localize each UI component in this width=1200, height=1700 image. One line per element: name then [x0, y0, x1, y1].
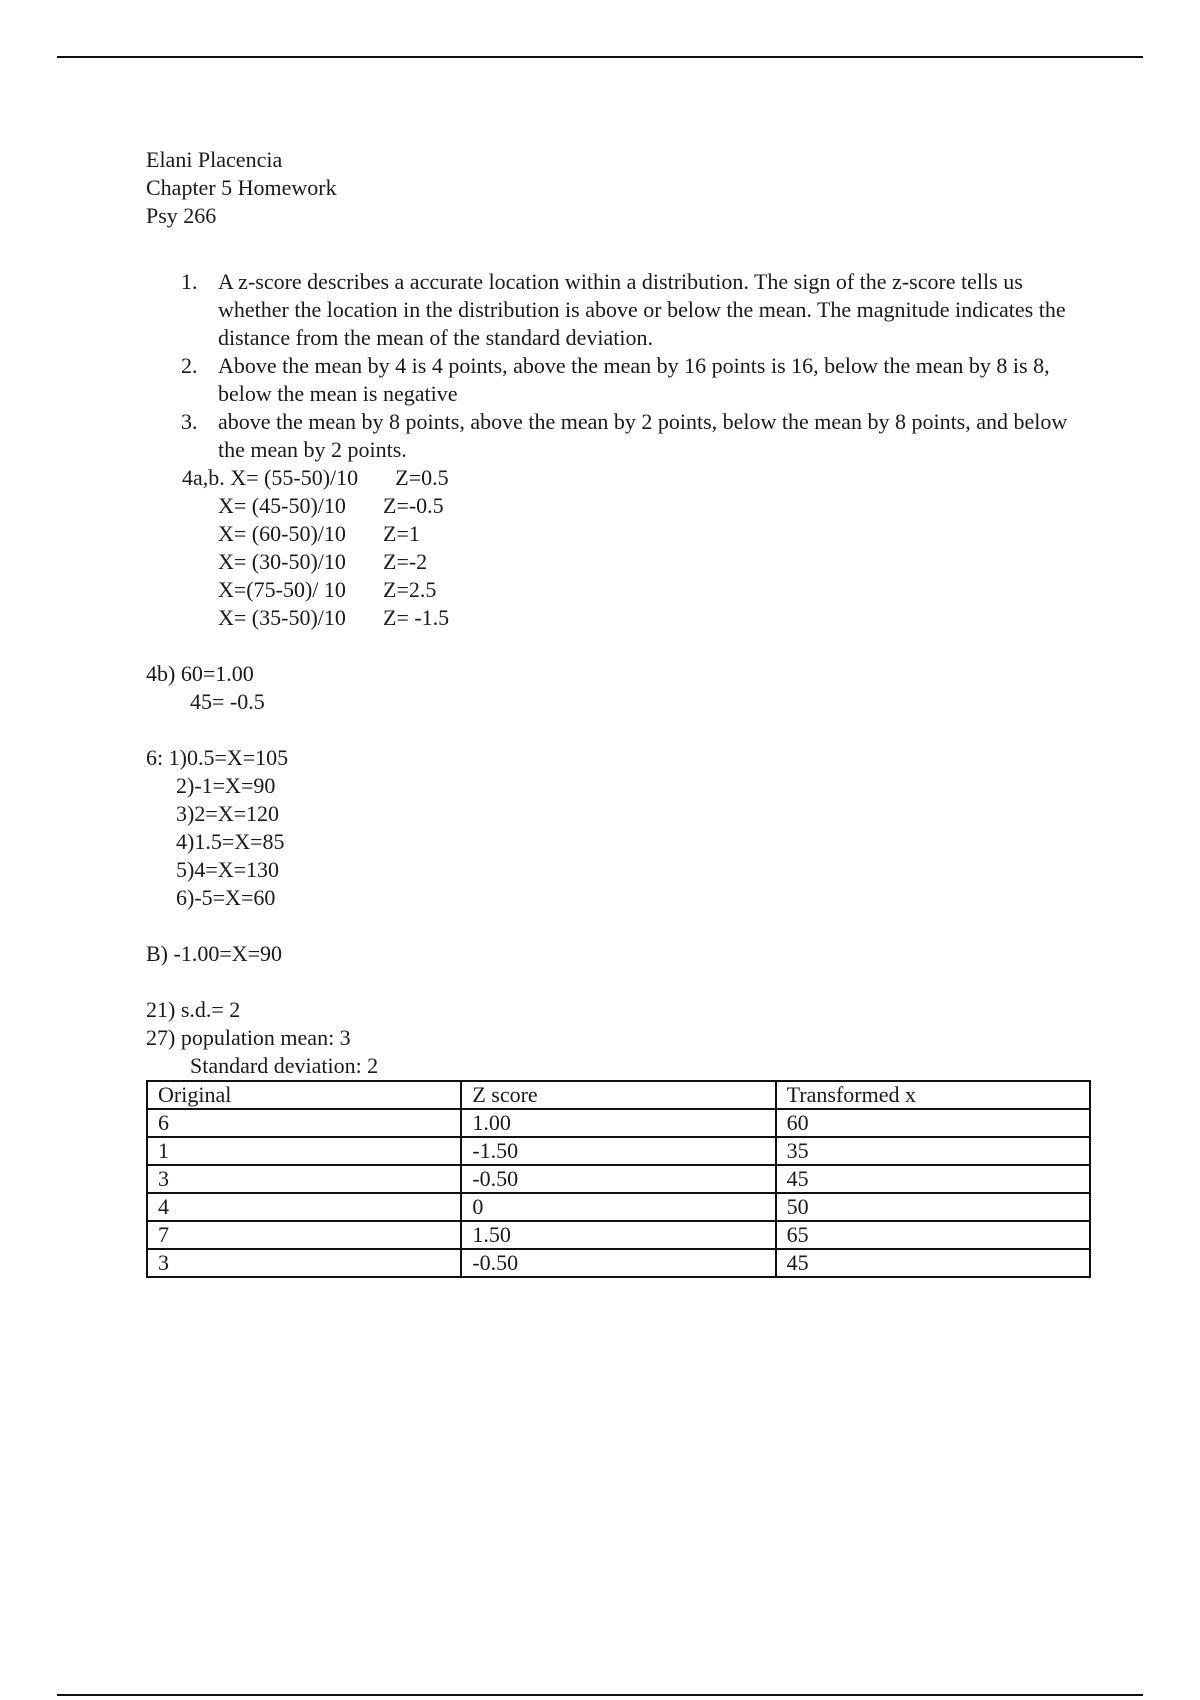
q6-item-5: 5)4=X=130: [176, 857, 280, 882]
q4ab-z-3: Z=1: [383, 521, 420, 546]
cell-transformed-x: 45: [776, 1165, 1090, 1193]
table-row: [147, 1165, 1090, 1193]
q6-item-3: 3)2=X=120: [176, 801, 280, 826]
course-code: Psy 266: [146, 203, 217, 228]
header-z-score: Z score: [461, 1081, 775, 1109]
q6-item-6: 6)-5=X=60: [176, 885, 276, 910]
question-6: [146, 744, 1091, 912]
q4ab-x-1: X= (55-50)/10: [230, 465, 359, 490]
table-row: [147, 1109, 1090, 1137]
q4b-line-1: 4b) 60=1.00: [146, 661, 254, 686]
q6-item-2: 2)-1=X=90: [176, 773, 276, 798]
q4b-line-2: 45= -0.5: [190, 689, 265, 714]
q4ab-x-2: X= (45-50)/10: [218, 493, 346, 518]
answer-3: above the mean by 8 points, above the mean by 2 points, below the mean by 8 points, and below the mean by 2 points.: [218, 409, 1068, 462]
q4ab-x-5: X=(75-50)/ 10: [218, 577, 346, 602]
cell-z-score: 0: [461, 1193, 775, 1221]
q4ab-x-4: X= (30-50)/10: [218, 549, 346, 574]
cell-z-score: 1.00: [461, 1109, 775, 1137]
cell-original: 3: [147, 1165, 461, 1193]
question-4ab: [146, 464, 1091, 632]
student-name: Elani Placencia: [146, 147, 283, 172]
q4ab-x-6: X= (35-50)/10: [218, 605, 346, 630]
table-row: [147, 1137, 1090, 1165]
cell-transformed-x: 35: [776, 1137, 1090, 1165]
top-rule: [57, 56, 1143, 58]
q4ab-x-3: X= (60-50)/10: [218, 521, 346, 546]
table-row: [147, 1193, 1090, 1221]
cell-transformed-x: 65: [776, 1221, 1090, 1249]
score-table: [146, 1080, 1091, 1278]
question-b: B) -1.00=X=90: [146, 941, 283, 966]
numbered-answers: [146, 268, 1091, 464]
cell-transformed-x: 60: [776, 1109, 1090, 1137]
question-27-mean: 27) population mean: 3: [146, 1025, 351, 1050]
q4ab-z-1: Z=0.5: [395, 465, 449, 490]
q4ab-label: 4a,b.: [182, 465, 225, 490]
table-header-row: [147, 1081, 1090, 1109]
q6-line-1: 6: 1)0.5=X=105: [146, 745, 289, 770]
q4ab-z-4: Z=-2: [383, 549, 428, 574]
answer-2: Above the mean by 4 is 4 points, above the mean by 16 points is 16, below the mean by 8 is 8, below the mean is negative: [218, 353, 1050, 406]
q4ab-z-5: Z=2.5: [383, 577, 437, 602]
assignment-title: Chapter 5 Homework: [146, 175, 337, 200]
cell-original: 4: [147, 1193, 461, 1221]
cell-original: 3: [147, 1249, 461, 1277]
q6-item-4: 4)1.5=X=85: [176, 829, 285, 854]
cell-transformed-x: 45: [776, 1249, 1090, 1277]
header-original: Original: [147, 1081, 461, 1109]
question-21: 21) s.d.= 2: [146, 997, 241, 1022]
cell-z-score: -0.50: [461, 1249, 775, 1277]
cell-original: 1: [147, 1137, 461, 1165]
q4ab-z-6: Z= -1.5: [383, 605, 450, 630]
header-transformed-x: Transformed x: [776, 1081, 1090, 1109]
document-header: [146, 146, 1091, 230]
question-27-sd: Standard deviation: 2: [190, 1053, 379, 1078]
answer-1: A z-score describes a accurate location within a distribution. The sign of the z-score tells us whether the location in the distribution is above or below the mean. The magnitude indicates the distance from the mean of the standard deviation.: [218, 269, 1066, 350]
cell-z-score: 1.50: [461, 1221, 775, 1249]
cell-z-score: -0.50: [461, 1165, 775, 1193]
bottom-rule: [57, 1694, 1143, 1696]
table-row: [147, 1249, 1090, 1277]
cell-transformed-x: 50: [776, 1193, 1090, 1221]
cell-original: 7: [147, 1221, 461, 1249]
question-4b: [146, 660, 1091, 716]
document-body: [146, 146, 1091, 1278]
table-row: [147, 1221, 1090, 1249]
q4ab-z-2: Z=-0.5: [383, 493, 444, 518]
cell-z-score: -1.50: [461, 1137, 775, 1165]
cell-original: 6: [147, 1109, 461, 1137]
